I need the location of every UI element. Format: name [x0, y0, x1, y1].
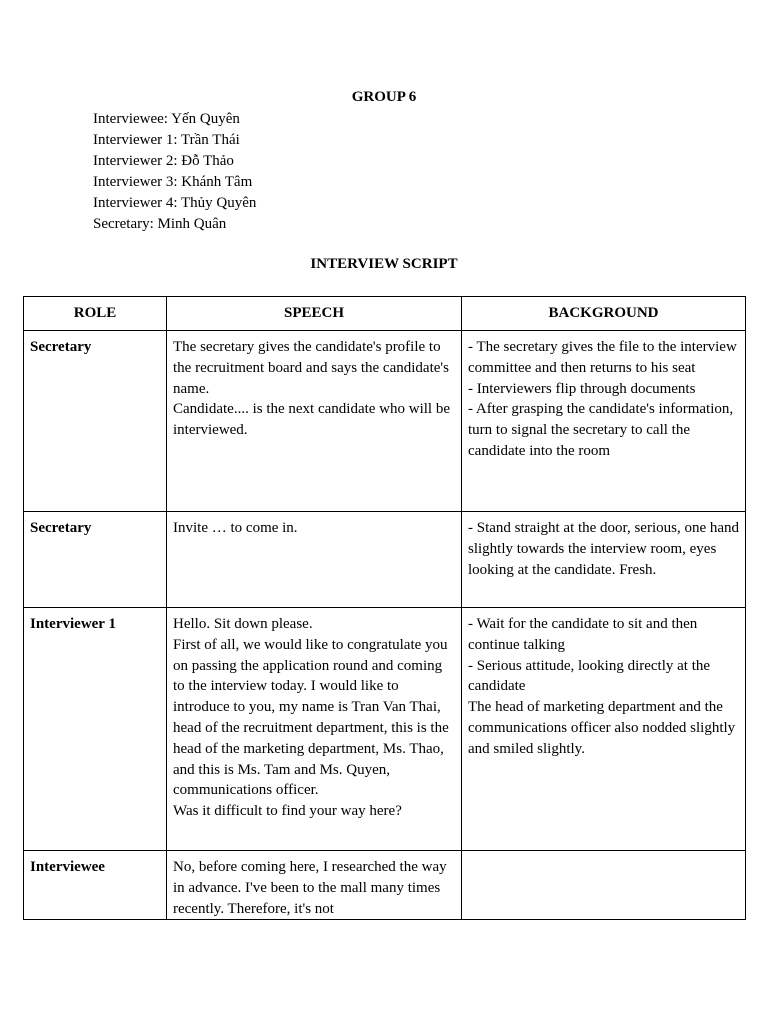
column-header-role: ROLE: [24, 297, 167, 331]
member-interviewer-3: Interviewer 3: Khánh Tâm: [93, 174, 253, 190]
background-line: - Wait for the candidate to sit and then continue talking: [468, 616, 698, 653]
background-line: - After grasping the candidate's information, turn to signal the secretary to call the candidate into the room: [468, 401, 734, 459]
speech-line: Hello. Sit down please.: [173, 616, 313, 632]
background-line: - Interviewers flip through documents: [468, 380, 696, 397]
background-cell: [462, 512, 746, 608]
role-cell: Secretary: [24, 512, 167, 608]
table-header-row: [24, 297, 746, 331]
member-interviewer-2: Interviewer 2: Đỗ Thảo: [93, 153, 234, 169]
table-row: [24, 331, 746, 512]
script-title: INTERVIEW SCRIPT: [310, 256, 458, 272]
speech-cell: [167, 512, 462, 608]
speech-line: The secretary gives the candidate's profile to the recruitment board and says the candidate's name.: [173, 339, 449, 397]
member-interviewer-4: Interviewer 4: Thủy Quyên: [93, 195, 257, 211]
speech-cell: [167, 608, 462, 851]
speech-line: No, before coming here, I researched the way in advance. I've been to the mall many times recently. Therefore, it's not: [173, 859, 447, 917]
speech-cell: [167, 331, 462, 512]
column-header-background: BACKGROUND: [462, 297, 746, 331]
interview-script-table: [23, 296, 746, 920]
background-line: - Stand straight at the door, serious, one hand slightly towards the interview room, eyes looking at the candidate. Fresh.: [468, 520, 740, 578]
role-cell: Interviewer 1: [24, 608, 167, 851]
table-row: [24, 608, 746, 851]
speech-line: Invite … to come in.: [173, 520, 298, 536]
column-header-speech: SPEECH: [167, 297, 462, 331]
background-line: - Serious attitude, looking directly at the candidate: [468, 657, 711, 695]
member-secretary: Secretary: Minh Quân: [93, 216, 227, 232]
background-line: - The secretary gives the file to the interview committee and then returns to his seat: [468, 339, 737, 376]
group-title: GROUP 6: [351, 89, 417, 105]
speech-line: Candidate.... is the next candidate who will be interviewed.: [173, 401, 451, 439]
member-list: [93, 109, 256, 235]
speech-line: Was it difficult to find your way here?: [173, 803, 402, 820]
speech-line: First of all, we would like to congratulate you on passing the application round and coming to the interview today. I would like to introduce to you, my name is Tran Van Thai, head of the recruitment department, this is the head of the marketing department, Ms. Thao, and this is Ms. Tam and Ms. Quyen, communications officer.: [173, 636, 449, 799]
table-row: [24, 851, 746, 920]
background-line: The head of marketing department and the communications officer also nodded slightly and smiled slightly.: [468, 699, 736, 757]
member-interviewee: Interviewee: Yến Quyên: [93, 111, 240, 127]
background-cell: [462, 851, 746, 920]
background-cell: [462, 608, 746, 851]
role-cell: Interviewee: [24, 851, 167, 920]
role-cell: Secretary: [24, 331, 167, 512]
background-cell: [462, 331, 746, 512]
speech-cell: [167, 851, 462, 920]
table-row: [24, 512, 746, 608]
member-interviewer-1: Interviewer 1: Trần Thái: [93, 132, 240, 148]
